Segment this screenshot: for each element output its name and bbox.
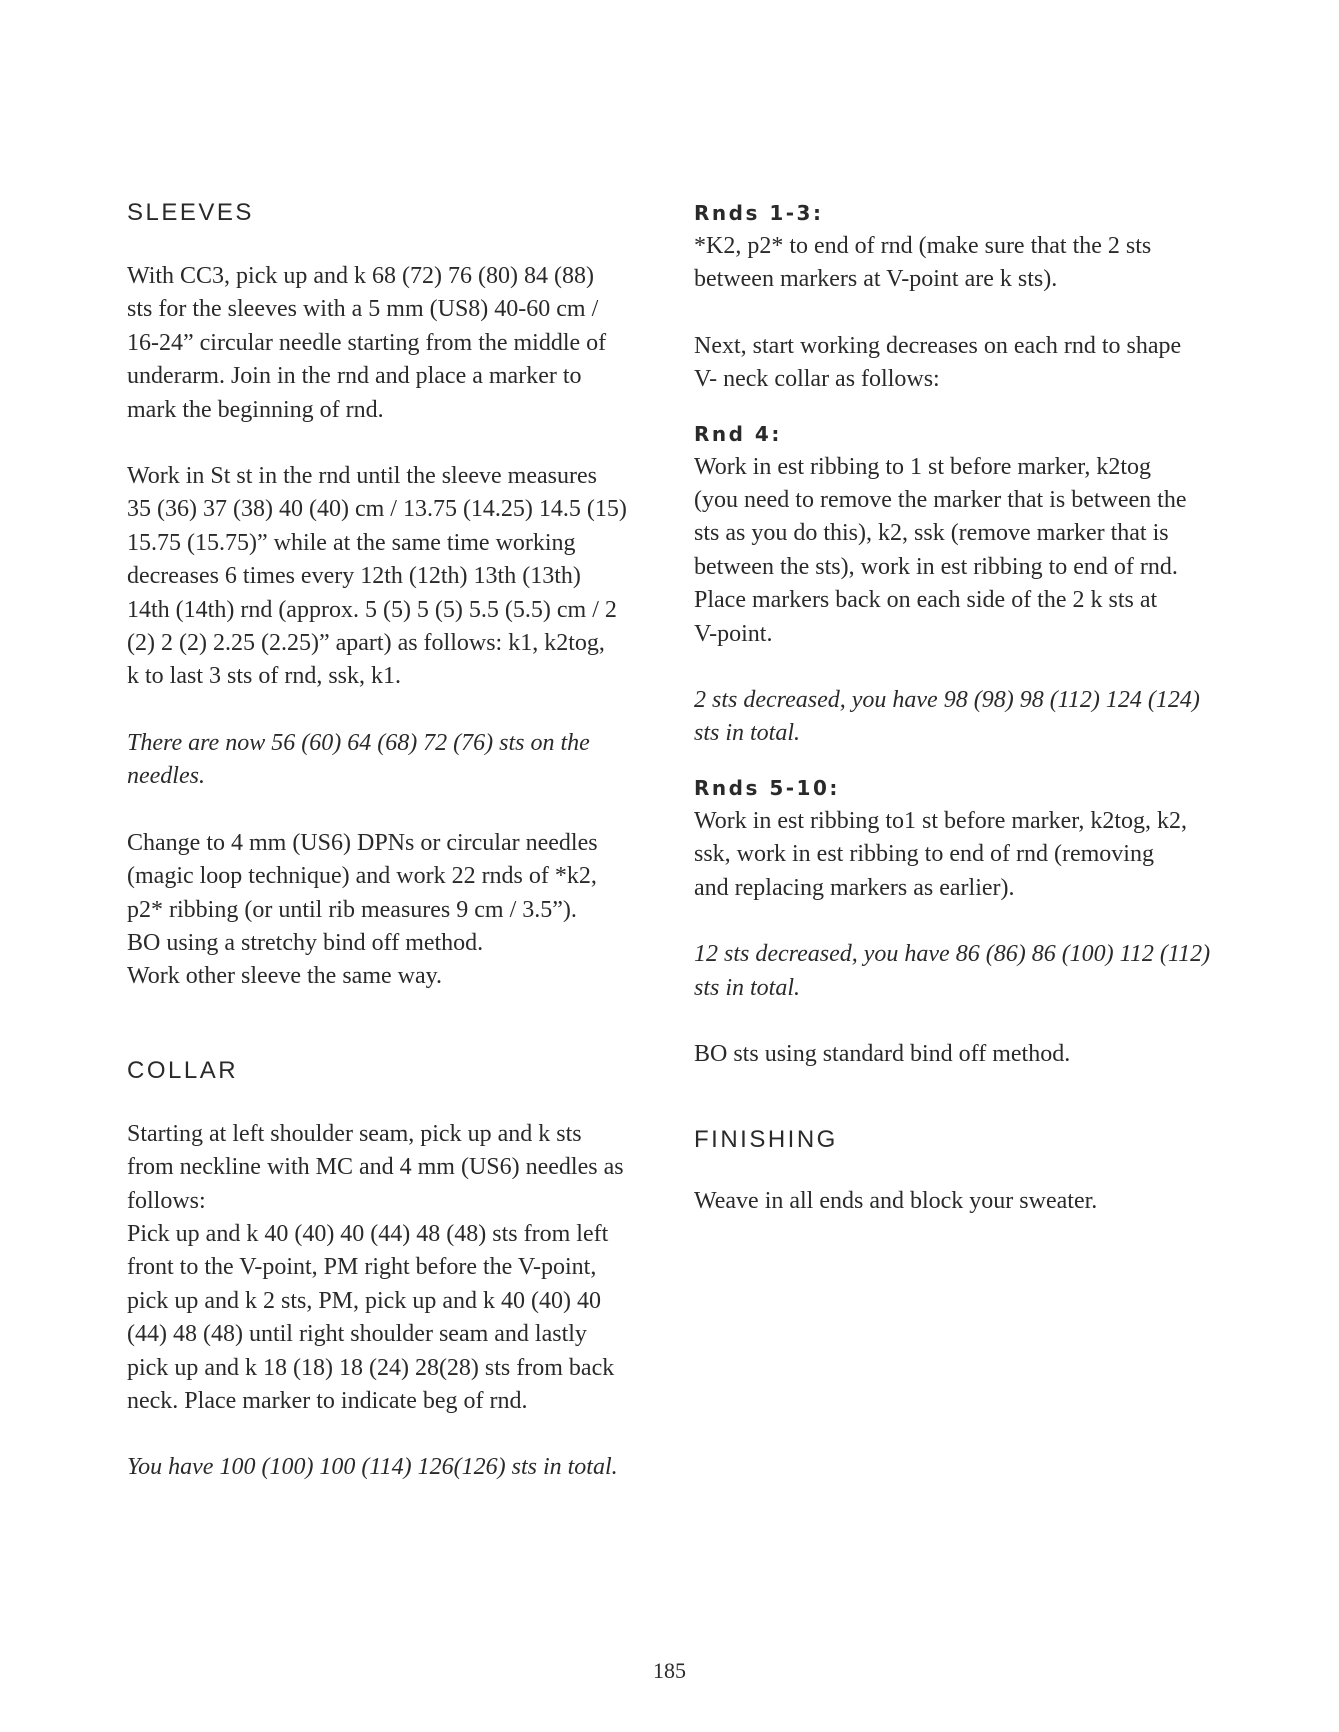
text-line: Place markers back on each side of the 2 k sts at	[694, 587, 1158, 614]
sleeves-pick-up-paragraph	[127, 260, 647, 427]
text-line: Work in St st in the rnd until the sleeve measures	[127, 463, 597, 490]
sleeves-work-paragraph	[127, 460, 647, 694]
text-line: (magic loop technique) and work 22 rnds of *k2,	[127, 863, 597, 890]
bind-off-paragraph: BO sts using standard bind off method.	[694, 1040, 1071, 1067]
finishing-heading: FINISHING	[694, 1126, 838, 1154]
text-line: p2* ribbing (or until rib measures 9 cm / 3.5”).	[127, 896, 577, 923]
text-line: underarm. Join in the rnd and place a marker to	[127, 363, 582, 390]
text-line: from neckline with MC and 4 mm (US6) needles as	[127, 1154, 624, 1181]
text-line: 15.75 (15.75)” while at the same time working	[127, 529, 576, 556]
text-line: Starting at left shoulder seam, pick up and k sts	[127, 1120, 582, 1147]
text-line: Next, start working decreases on each rnd to shape	[694, 332, 1182, 359]
text-line: front to the V-point, PM right before the V-point,	[127, 1254, 597, 1281]
rnds-1-3-heading: Rnds 1-3:	[694, 201, 824, 225]
text-line: 35 (36) 37 (38) 40 (40) cm / 13.75 (14.25) 14.5 (15)	[127, 496, 627, 523]
text-line: (44) 48 (48) until right shoulder seam and lastly	[127, 1321, 587, 1348]
text-line: (2) 2 (2) 2.25 (2.25)” apart) as follows: k1, k2tog,	[127, 630, 605, 657]
text-line: There are now 56 (60) 64 (68) 72 (76) sts on the	[127, 729, 590, 756]
text-line: k to last 3 sts of rnd, ssk, k1.	[127, 663, 402, 690]
text-line: sts for the sleeves with a 5 mm (US8) 40-60 cm /	[127, 296, 599, 323]
text-line: between markers at V-point are k sts).	[694, 266, 1058, 293]
text-line: mark the beginning of rnd.	[127, 396, 384, 423]
text-line: 12 sts decreased, you have 86 (86) 86 (100) 112 (112)	[694, 941, 1211, 968]
text-line: needles.	[127, 763, 205, 790]
text-line: Work in est ribbing to 1 st before marker, k2tog	[694, 453, 1152, 480]
text-line: Work in est ribbing to1 st before marker, k2tog, k2,	[694, 807, 1188, 834]
rnd-4-heading: Rnd 4:	[694, 421, 782, 446]
collar-pick-up-paragraph	[127, 1118, 647, 1419]
text-line: follows:	[127, 1187, 206, 1214]
text-line: 16-24” circular needle starting from the middle of	[127, 329, 607, 356]
collar-heading: COLLAR	[127, 1056, 239, 1084]
text-line: sts in total.	[694, 720, 801, 747]
rnds-1-3-paragraph	[694, 230, 1214, 297]
right-column	[694, 196, 1214, 1219]
text-line: sts in total.	[694, 974, 801, 1001]
text-line: between the sts), work in est ribbing to end of rnd.	[694, 553, 1178, 580]
sleeves-heading: SLEEVES	[127, 199, 254, 226]
text-line: Pick up and k 40 (40) 40 (44) 48 (48) sts from left	[127, 1220, 609, 1247]
text-line: sts as you do this), k2, ssk (remove marker that is	[694, 520, 1169, 547]
text-line: 2 sts decreased, you have 98 (98) 98 (112) 124 (124)	[694, 687, 1200, 714]
rnd-4-decrease-note	[694, 684, 1214, 751]
text-line: pick up and k 18 (18) 18 (24) 28(28) sts from back	[127, 1354, 615, 1381]
text-line: (you need to remove the marker that is between the	[694, 487, 1187, 514]
text-line: V-point.	[694, 620, 773, 647]
text-line: Work other sleeve the same way.	[127, 963, 443, 990]
rnds-5-10-heading: Rnds 5-10:	[694, 775, 840, 800]
left-column	[127, 196, 647, 1485]
text-line: neck. Place marker to indicate beg of rnd.	[127, 1387, 528, 1414]
text-line: and replacing markers as earlier).	[694, 874, 1015, 901]
text-line: 14th (14th) rnd (approx. 5 (5) 5 (5) 5.5 (5.5) cm / 2	[127, 596, 617, 623]
text-line: Change to 4 mm (US6) DPNs or circular needles	[127, 829, 598, 856]
text-line: ssk, work in est ribbing to end of rnd (removing	[694, 841, 1154, 868]
sleeves-ribbing-paragraph	[127, 827, 647, 994]
sleeves-stitch-count-note	[127, 727, 647, 794]
page-number: 185	[653, 1658, 686, 1683]
text-line: V- neck collar as follows:	[694, 366, 940, 393]
rnds-5-10-decrease-note	[694, 938, 1214, 1005]
rnd-4-paragraph	[694, 451, 1214, 651]
collar-total-note: You have 100 (100) 100 (114) 126(126) sts in total.	[127, 1454, 618, 1481]
text-line: BO using a stretchy bind off method.	[127, 929, 484, 956]
text-line: decreases 6 times every 12th (12th) 13th (13th)	[127, 563, 581, 590]
rnds-5-10-paragraph	[694, 805, 1214, 905]
text-line: pick up and k 2 sts, PM, pick up and k 40 (40) 40	[127, 1287, 601, 1314]
finishing-paragraph: Weave in all ends and block your sweater.	[694, 1188, 1098, 1215]
text-line: With CC3, pick up and k 68 (72) 76 (80) 84 (88)	[127, 263, 594, 289]
text-line: *K2, p2* to end of rnd (make sure that the 2 sts	[694, 233, 1152, 259]
next-decreases-paragraph	[694, 330, 1214, 397]
